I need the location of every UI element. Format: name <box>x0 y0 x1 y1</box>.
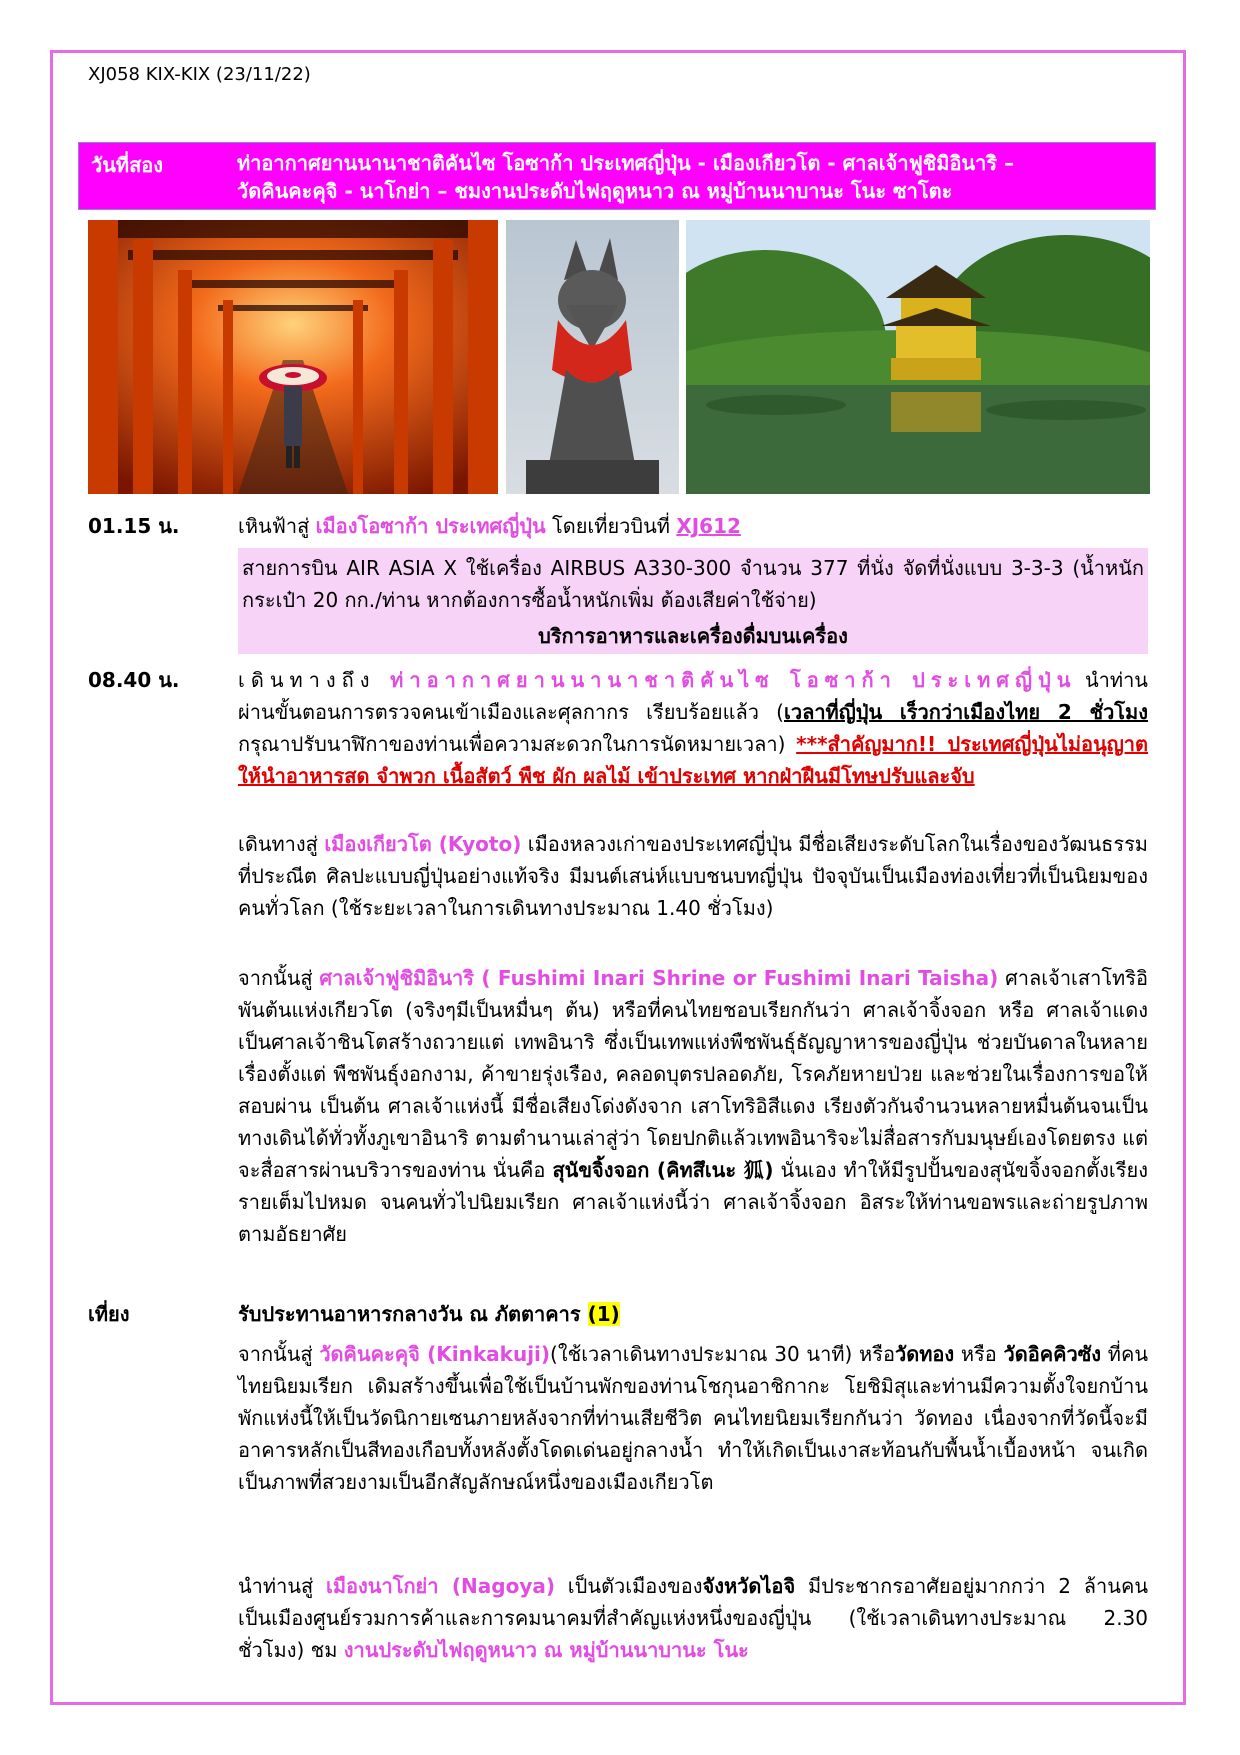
kyoto-content <box>238 828 1148 924</box>
fushimi-paragraph: จากนั้นสู่ ศาลเจ้าฟูชิมิอินาริ ( Fushimi Inari Shrine or Fushimi Inari Taisha) ศาลเจ้าเสาโทริอิพันต้นแห่งเกียวโต (จริงๆมีเป็นหมื่นๆ ต้น) หรือที่คนไทยชอบเรียกกันว่า ศาลเจ้าจิ้งจอก หรือ ศาลเจ้าแดง เป็นศาลเจ้าชินโตสร้างถวายแต่ เทพอินาริ ซึ่งเป็นเทพแห่งพืชพันธุ์ธัญญาหารของญี่ปุ่น ช่วยบันดาลในหลายเรื่องตั้งแต่ พืชพันธุ์งอกงาม, ค้าขายรุ่งเรือง, คลอดบุตรปลอดภัย, โรคภัยหายป่วย และช่วยในเรื่องการขอให้สอบผ่าน เป็นต้น ศาลเจ้าแห่งนี้ มีชื่อเสียงโด่งดังจาก เสาโทริอิสีแดง เรียงตัวกันจำนวนหลายหมื่นต้นจนเป็นทางเดินได้ทั่วทั้งภูเขาอินาริ ตามตำนานเล่าสู่ว่า โดยปกติแล้วเทพอินาริจะไม่สื่อสารกับมนุษย์เองโดยตรง แต่จะสื่อสารผ่านบริวารของท่าน นั่นคือ สุนัขจิ้งจอก (คิทสึเนะ 狐) นั่นเอง ทำให้มีรูปปั้นของสุนัขจิ้งจอกตั้งเรียงรายเต็มไปหมด จนคนทั่วไปนิยมเรียก ศาลเจ้าแห่งนี้ว่า ศาลเจ้าจิ้งจอก อิสระให้ท่านขอพรและถ่ายรูปภาพตามอัธยาศัย <box>238 966 1148 1246</box>
nagoya-row <box>88 1570 1148 1680</box>
day-title-line-1: ท่าอากาศยานนานาชาติคันไซ โอซาก้า ประเทศญี่ปุ่น - เมืองเกียวโต - ศาลเจ้าฟูชิมิอินาริ – <box>237 151 1015 175</box>
flight-content <box>238 510 1148 654</box>
lunch-time: เที่ยง <box>88 1302 130 1326</box>
kinkakuji-content <box>238 1338 1148 1498</box>
golden-pavilion-photo <box>686 220 1150 494</box>
meal-number-badge: (1) <box>587 1302 620 1326</box>
day-title-line-2: วัดคินคะคุจิ - นาโกย่า – ชมงานประดับไฟฤดูหนาว ณ หมู่บ้านนาบานะ โนะ ซาโตะ <box>237 179 953 203</box>
food-import-warning: ***สำคัญมาก!! ประเทศญี่ปุ่นไม่อนุญาตให้นำอาหารสด จำพวก เนื้อสัตว์ พืช ผัก ผลไม้ เข้าประเทศ หากฝ่าฝืนมีโทษปรับและจับ <box>238 732 1148 788</box>
flight-row <box>88 510 1148 660</box>
arrival-airport: ท่าอากาศยานนานาชาติคันไซ โอซาก้า ประเทศญี่ปุ่น <box>390 668 1077 692</box>
day-title <box>237 149 1147 205</box>
torii-gates-photo <box>88 220 498 494</box>
kyoto-row <box>88 828 1148 968</box>
nagoya-paragraph: นำท่านสู่ เมืองนาโกย่า (Nagoya) เป็นตัวเมืองของจังหวัดไอจิ มีประชากรอาศัยอยู่มากกว่า 2 ล้านคน เป็นเมืองศูนย์รวมการค้าและการคมนาคมที่สำคัญแห่งหนึ่งของญี่ปุ่น (ใช้เวลาเดินทางประมาณ 2.30 ชั่วโมง) ชม งานประดับไฟฤดูหนาว ณ หมู่บ้านนาบานะ โนะ <box>238 1574 1148 1662</box>
day-label: วันที่สอง <box>91 153 164 177</box>
kinkakuji-name: วัดคินคะคุจิ (Kinkakuji) <box>319 1342 551 1366</box>
kinkakuji-paragraph: จากนั้นสู่ วัดคินคะคุจิ (Kinkakuji)(ใช้เวลาเดินทางประมาณ 30 นาที) หรือวัดทอง หรือ วัดอิคคิวซัง ที่คนไทยนิยมเรียก เดิมสร้างขึ้นเพื่อใช้เป็นบ้านพักของท่านโชกุนอาชิกากะ โยชิมิสุและท่านมีความตั้งใจยกบ้านพักแห่งนี้ให้เป็นวัดนิกายเซนภายหลังจากที่ท่านเสียชีวิต คนไทยนิยมเรียกกันว่า วัดทอง เนื่องจากที่วัดนี้จะมีอาคารหลักเป็นสีทองเกือบทั้งหลังตั้งโดดเด่นอยู่กลางน้ำ ทำให้เกิดเป็นเงาสะท้อนกับพื้นน้ำเบื้องหน้า จนเกิดเป็นภาพที่สวยงามเป็นอีกสัญลักษณ์หนึ่งของเมืองเกียวโต <box>238 1342 1149 1494</box>
flight-info-box: สายการบิน AIR ASIA X ใช้เครื่อง AIRBUS A330-300 จำนวน 377 ที่นั่ง จัดที่นั่งแบบ 3-3-3 (น้ำหนักกระเป๋า 20 กก./ท่าน หากต้องการซื้อน้ำหนักเพิ่ม ต้องเสียค่าใช้จ่าย) <box>238 548 1148 618</box>
lunch-text: รับประทานอาหารกลางวัน ณ ภัตตาคาร <box>238 1302 588 1326</box>
day-header <box>78 142 1156 210</box>
arrival-time: 08.40 น. <box>88 668 180 692</box>
timezone-note: เวลาที่ญี่ปุ่น เร็วกว่าเมืองไทย 2 ชั่วโมง <box>784 700 1149 724</box>
lunch-content <box>238 1298 1148 1330</box>
flight-code-link[interactable]: XJ612 <box>676 514 741 538</box>
fushimi-row <box>88 962 1148 1292</box>
arrival-row <box>88 664 1148 824</box>
fushimi-name: ศาลเจ้าฟูชิมิอินาริ ( Fushimi Inari Shrine or Fushimi Inari Taisha) <box>319 966 999 990</box>
nagoya-content <box>238 1570 1148 1666</box>
fox-statue-photo <box>506 220 679 494</box>
document-code: XJ058 KIX-KIX (23/11/22) <box>88 64 311 85</box>
flight-time: 01.15 น. <box>88 514 180 538</box>
arrival-content <box>238 664 1148 792</box>
kinkakuji-row <box>88 1338 1148 1558</box>
nagoya-name: เมืองนาโกย่า (Nagoya) <box>326 1574 556 1598</box>
flight-line: เหินฟ้าสู่ เมืองโอซาก้า ประเทศญี่ปุ่น โดยเที่ยวบินที่ XJ612 <box>238 514 741 538</box>
arrival-paragraph: เดินทางถึง ท่าอากาศยานนานาชาติคันไซ โอซาก้า ประเทศญี่ปุ่น นำท่านผ่านขั้นตอนการตรวจคนเข้าเมืองและศุลกากร เรียบร้อยแล้ว (เวลาที่ญี่ปุ่น เร็วกว่าเมืองไทย 2 ชั่วโมง กรุณาปรับนาฬิกาของท่านเพื่อความสะดวกในการนัดหมายเวลา) ***สำคัญมาก!! ประเทศญี่ปุ่นไม่อนุญาตให้นำอาหารสด จำพวก เนื้อสัตว์ พืช ผัก ผลไม้ เข้าประเทศ หากฝ่าฝืนมีโทษปรับและจับ <box>238 668 1149 788</box>
winter-illumination-event: งานประดับไฟฤดูหนาว ณ หมู่บ้านนาบานะ โนะ <box>343 1638 749 1662</box>
flight-destination: เมืองโอซาก้า ประเทศญี่ปุ่น <box>315 514 546 538</box>
kyoto-paragraph: เดินทางสู่ เมืองเกียวโต (Kyoto) เมืองหลวงเก่าของประเทศญี่ปุ่น มีชื่อเสียงระดับโลกในเรื่องของวัฒนธรรมที่ประณีต ศิลปะแบบญี่ปุ่นอย่างแท้จริง มีมนต์เสน่ห์แบบชนบทญี่ปุ่น ปัจจุบันเป็นเมืองท่องเที่ยวที่เป็นนิยมของคนทั่วโลก (ใช้ระยะเวลาในการเดินทางประมาณ 1.40 ชั่วโมง) <box>238 832 1148 920</box>
in-flight-meal: บริการอาหารและเครื่องดื่มบนเครื่อง <box>238 618 1148 654</box>
fox-name: สุนัขจิ้งจอก (คิทสึเนะ 狐) <box>552 1158 774 1182</box>
fushimi-content <box>238 962 1148 1250</box>
kyoto-name: เมืองเกียวโต (Kyoto) <box>324 832 522 856</box>
lunch-row <box>88 1298 1148 1332</box>
